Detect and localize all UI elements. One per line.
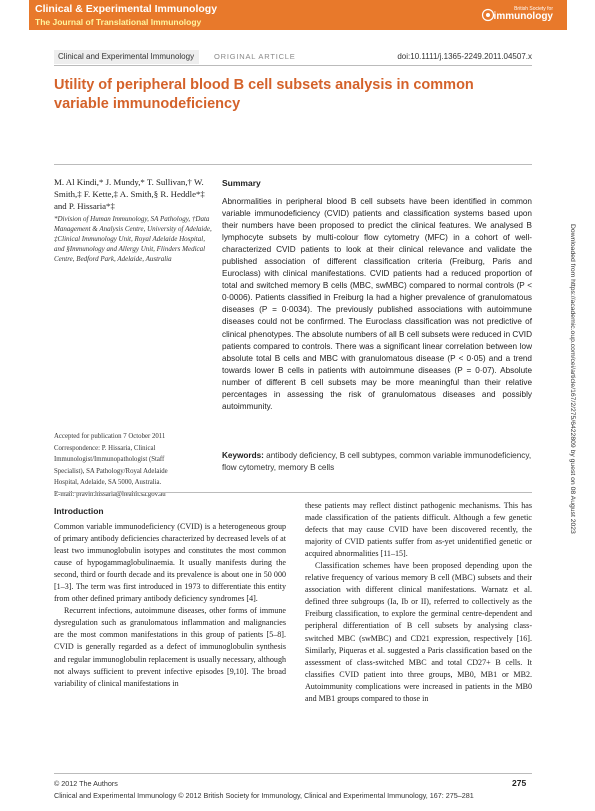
introduction-heading: Introduction [54, 506, 104, 516]
correspondence-line: Immunologist/Immunopathologist (Staff [54, 456, 165, 463]
body-paragraph: Recurrent infections, autoimmune diseases, other forms of immune dysregulation such as granulomatous inflammation and malignancies are the most common manifestations in this group of patients [5–8]. CVID is generally regarded as a defect of immunoglobulin synthesis and regular immunoglobulin replacement is usually necessary, although not always sufficient to prevent infective episodes [9,10]. The broad variability of clinical manifestations in [54, 606, 286, 688]
article-type: ORIGINAL ARTICLE [214, 52, 296, 61]
article-header [54, 50, 532, 64]
bsi-logo [483, 6, 553, 26]
journal-title: Clinical & Experimental Immunology [35, 3, 218, 15]
logo-main-text: immunology [493, 11, 553, 22]
correspondence-email[interactable]: E-mail: pravin.hissaria@health.sa.gov.au [54, 490, 166, 498]
body-paragraph: Classification schemes have been proposed depending upon the relative frequency of various memory B cell (MBC) subsets and their association with different clinical manifestations. Warnatz et al. defined three subgroups (Ia, Ib or II), referred to collectively as the Freiburg classification, to explore the germinal centre-dependent and peripheral differentiation of B cell subsets by analysing class-switched MBC (swMBC) and CD21 expression, respectively [16]. Similarly, Piqueras et al. suggested a Paris classification based on the assessment of class-switched MBC and total CD27+ B cells. It classifies CVID patient into three groups, MB0, MB1 or MB2. Autoimmunity complications were increased in patients in the MB0 and MB1 groups compared to those in [305, 561, 532, 703]
summary-heading: Summary [222, 178, 261, 188]
correspondence-line: Specialist), SA Pathology/Royal Adelaide [54, 467, 168, 475]
section-rule [54, 492, 532, 493]
copyright-line: © 2012 The Authors [54, 779, 118, 788]
journal-banner [29, 0, 567, 30]
correspondence-block [54, 431, 214, 500]
correspondence-line: Correspondence: P. Hissaria, Clinical [54, 444, 156, 452]
page-number: 275 [512, 778, 527, 788]
keywords [222, 450, 532, 474]
author-list: M. Al Kindi,* J. Mundy,* T. Sullivan,† W. Smith,‡ F. Kette,‡ A. Smith,§ R. Heddle*‡ and P. Hissaria*‡ [54, 177, 205, 211]
logo-small-text: British Society for [514, 6, 553, 12]
correspondence-line: Hospital, Adelaide, SA 5000, Australia. [54, 479, 162, 486]
body-paragraph: Common variable immunodeficiency (CVID) is a heterogeneous group of primary antibody deficiencies characterized by decreased levels of at least two immunoglobulin isotypes and constitutes the most common cause of hypogammaglobulinaemia. It usually manifests during the second, third or fourth decade and its prevalence is about one in 50 000 [1–3]. The term was first introduced in 1973 to differentiate this entity from other defined primary antibody deficiency syndromes [4]. [54, 522, 286, 604]
affiliations: *Division of Human Immunology, SA Pathology, †Data Management & Analysis Centre, University of Adelaide, ‡Clinical Immunology Unit, Royal Adelaide Hospital, and §Immunology and Allergy Unit, Flinders Medical Centre, Bedford Park, Adelaide, Australia [54, 215, 212, 263]
doi-link[interactable]: doi:10.1111/j.1365-2249.2011.04507.x [397, 52, 532, 61]
header-journal-name: Clinical and Experimental Immunology [54, 50, 199, 64]
body-column-left [54, 521, 286, 690]
download-notice [566, 224, 576, 564]
article-title: Utility of peripheral blood B cell subsets analysis in common variable immunodeficiency [54, 77, 474, 112]
journal-subtitle: The Journal of Translational Immunology [35, 17, 202, 27]
header-rule [54, 65, 532, 66]
title-rule [54, 164, 532, 165]
citation-line: Clinical and Experimental Immunology © 2012 British Society for Immunology, Clinical and Experimental Immunology, 167: 275–281 [54, 791, 474, 800]
body-column-right [305, 500, 532, 705]
keywords-label: Keywords: [222, 451, 264, 460]
download-notice-text: Downloaded from https://academic.oup.com/cei/article/167/2/275/6422809 by guest on 08 August 2023 [569, 224, 576, 534]
keywords-list: antibody deficiency, B cell subtypes, common variable immunodeficiency, flow cytometry, memory B cells [222, 451, 532, 472]
body-paragraph: these patients may reflect distinct pathogenic mechanisms. This has made classification of the patients difficult. Although a few genetic defects that may cause CVID have been discovered recently, the majority of CVID patients suffer from as-yet unidentified genetic or acquired abnormalities [11–15]. [305, 501, 532, 559]
abstract-text: Abnormalities in peripheral blood B cell subsets have been identified in common variable immunodeficiency (CVID) patients and classification systems based upon their numbers have been proposed to predict the clinical features. We analysed B lymphocyte subsets by multi-colour flow cytometry (MFC) in a cohort of well-characterized CVID patients to look at their clinical relevance and validate the published association of different classification criteria (Freiburg, Paris and Euroclass) with clinical manifestations. CVID patients had a reduced proportion of total and switched memory B cells (MBC, swMBC) compared to normal controls (P < 0·0006). Patients classified in Freiburg Ia had a higher prevalence of granulomatous diseases (P = 0·0034). The previously published associations with autoimmune diseases could not be confirmed. The Euroclass classification was not predictive of clinical phenotypes. The absolute numbers of all B cell subsets were reduced in CVID patients compared to controls. There was a significant linear correlation between low absolute total B cells and MBC with granulomatous disease (P < 0·05) and a trend towards lower B cells in patients with autoimmune diseases (P = 0·07). Absolute number of different B cell subsets may be more meaningful than their relative percentages in assessing the risk of granulomatous diseases and possibly autoimmunity. [222, 197, 532, 411]
footer-rule [54, 773, 532, 774]
accepted-date: Accepted for publication 7 October 2011 [54, 433, 166, 440]
